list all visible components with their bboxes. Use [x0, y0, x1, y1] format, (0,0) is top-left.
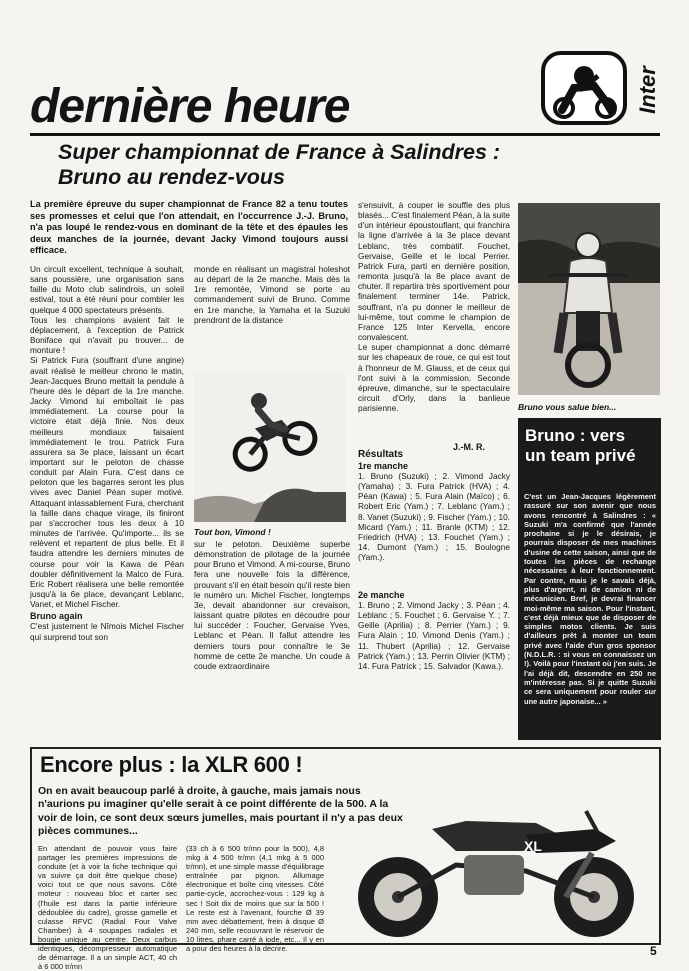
results-text: 1. Bruno (Suzuki) ; 2. Vimond Jacky (Yamaha) ; 3. Fura Patrick (HVA) ; 4. Péan (Kawa) ; 5. Fura Alain (Maïco) ; 6. Robert Eric (Yam.) ; 7. Leblanc (Yam.) ; 8. Vanet (Suzuki) ; 9. Fischer (Yam.) ; 10. Micard (Yam.) ; 11. Branle (KTM) ; 12. Friedrich (HVA) ; 13. Fouchet (Yam.) ; 14. Dumont (Yam.) ; 15. Boulogne (Yam.).	[358, 471, 513, 563]
photo-caption: Bruno vous salue bien...	[518, 402, 617, 412]
race1-results	[358, 471, 513, 563]
motocross-rider-logo-icon	[540, 50, 662, 126]
body-text: sur le peloton. Deuxième superbe démonstration de pilotage de la journée pour Bruno et Vimond. A mi-course, Bruno fera une nouvelle fois la différence, prouvant s'il en était besoin qu'il reste bien le numéro un. Michel Fischer, longtemps 3e, devait abandonner sur crevaison, laissant quatre pilotes en découdre pour lui succéder : Foucher, Gervaise Yves, Leblanc et Péan. Il fallut attendre les derniers tours pour connaître le 3e homme de cette 2e manche. Un coude à coude extraordinaire	[194, 539, 353, 671]
subhead: Bruno again	[30, 611, 83, 622]
article-column-2	[194, 264, 353, 325]
sidebar-title	[525, 426, 636, 466]
body-text: Un circuit excellent, technique à souhait, sans poussière, une organisation sans faille du Moto club salindrois, un soleil estival, tout a été réuni pour combler les quelque 4 000 spectateurs présents. Tous les champions avaient fait le déplacement, à l'exception de Patrick Boniface qui n'avait pu trouver... de monture ! Si Patrick Fura (souffrant d'une angine) avait réalisé le meilleur chrono le matin, Jean-Jacques Bruno mettait la pendule à l'heure dès le départ de la 1re manche. Jacky Vimond lui emboîtait le pas immédiatement. La course pour la victoire était déjà finie. Nos deux meilleurs mondiaux faisaient immédiatement le trou. Patrick Fura assurera sa 3e place, laissant un écart important sur le peloton de chasse conduit par Alain Fura. C'est dans ce peloton que les bagarres seront les plus vives avec Daniel Péan super motivé. Attaquant inlassablement Fura, cherchant la faille dans chaque virage, ils finiront par s'accrocher tous les deux à 10 minutes de l'arrivée. Qu'importe... ils se relèvent et repartent de plus belle. Et il faudra attendre les derniers minutes de course pour voir la Kawa de Péan doubler définitivement la Malco de Fura. Eric Robert réalisera une belle remontée jusqu'à la 6e place, devançant Leblanc, Vanet, et Michel Fischer.	[30, 264, 184, 610]
article-column-1	[30, 264, 187, 642]
photo-caption: Tout bon, Vimond !	[194, 527, 271, 537]
sidebar-text: C'est un Jean-Jacques légèrement rassuré sur son avenir que nous avons rencontré à Salindres : « Suzuki m'a confirmé que l'année prochaine si je le désirais, je pourrais disposer de mes machines d'usine de cette saison, ainsi que de toutes les pièces de rechange nécessaires à leur fonctionnement. Par contre, mais je le savais déjà, plus d'argent, ni de camion ni de mécanicien. Bref, je devrai financer moi-même ma saison. Pour l'instant, c'est déjà mieux que de disposer de simples motos clients. Je suis d'ailleurs prêt à monter un team privé avec l'aide d'un gros sponsor (N.D.L.R. : si vous en connaissez un !). Voilà pour l'instant où j'en suis. Je l'ai déjà dit, descendre en 250 ne m'intéresse pas. Si je quitte Suzuki ce sera uniquement pour rouler sur une autre japonaise... »	[524, 492, 656, 706]
article-column-2-bottom	[194, 539, 353, 671]
article-headline: Super championnat de France à Salindres :	[58, 140, 501, 164]
sidebar-title-line: Bruno : vers	[525, 426, 626, 445]
divider	[30, 133, 660, 136]
masthead-title: dernière heure	[30, 80, 350, 133]
body-text: C'est justement le Nîmois Michel Fischer qui surprend tout son	[30, 621, 187, 642]
body-text: s'ensuivit, à couper le souffle des plus blasés... C'est finalement Péan, à la suite d'un intérieur époustouflant, qui franchira la ligne d'arrivée à la 3e place devant Leblanc, très combatif. Fouchet, Gervaise, Geille et le local Perrier. Patrick Fura, parti en dernière position, remonta jusqu'à la 8e place avant de chuter. Il repartira très sportivement pour finalement terminer 14e. Patrick, souffrant, n'a pu donner le meilleur de lui-même, tout comme le champion de France 125 Inter Kervella, encore convalescent. Le super championnat a donc démarré sur les chapeaux de roue, ce qui est tout à l'honneur de M. Glauss, et de ceux qui l'ont suivi à la commission. Seconde épreuve, dimanche, sur le spectaculaire circuit d'Orly, dans la banlieue parisienne.	[358, 200, 510, 414]
sidebar-title-line: un team privé	[525, 446, 636, 465]
article-column-3	[358, 200, 510, 413]
author-signature: J.-M. R.	[453, 442, 486, 452]
page-number: 5	[650, 944, 657, 958]
body-text: (33 ch à 6 500 tr/mn pour la 500), 4,8 mkg à 4 500 tr/mn (4,1 mkg à 5 000 tr/mn), et une simple masse d'équilibrage entraînée par pignon. Allumage électronique et boîte cinq vitesses. Côté partie-cycle, accrochez-vous : 129 kg à sec ! Soit dix de moins que sur la 500 ! Le reste est à l'avenant, fourche Ø 39 mm avec débattement, frein à disque Ø 240 mm, selle recouvrant le réservoir de 10 litres, phare carré à iode, etc... Il y en a pour des heures à la décrire.	[186, 844, 327, 954]
body-text: monde en réalisant un magistral holeshot au départ de la 2e manche. Mais dès la 1re remontée, Vimond se porte au commandement suivi de Bruno. Comme en 1re manche, la Yamaha et la Suzuki prendront de la distance	[194, 264, 353, 325]
box-column-2	[186, 844, 327, 954]
bike-label: XL	[524, 838, 542, 854]
article-subheadline: Bruno au rendez-vous	[58, 165, 285, 189]
results-text: 1. Bruno ; 2. Vimond Jacky ; 3. Péan ; 4. Leblanc ; 5. Fouchet ; 6. Gervaise Y. ; 7. Geille (Aprilia) ; 8. Perrier (Yam.) ; 9. Fura Alain ; 10. Vimond Denis (Yam.) ; 11. Thubert (Aprilia) ; 12. Gervaise Patrick (Yam.) ; 13. Perrin Olivier (KTM) ; 14. Fura Patrick ; 15. Salvador (Kawa.).	[358, 600, 513, 671]
article-lead: La première épreuve du super championnat de France 82 a tenu toutes ses promesses et celui que l'on attendait, en l'occurrence J.-J. Bruno, n'a pas loupé le rendez-vous en dominant de la tête et des épaules les deux manches de la journée, devant Jacky Vimond toujours aussi efficace.	[30, 199, 348, 256]
photo-bruno-rider	[518, 203, 660, 395]
photo-vimond-jump	[194, 372, 346, 522]
inter-logo	[540, 50, 662, 126]
race1-heading: 1re manche	[358, 461, 409, 471]
race2-results	[358, 600, 513, 671]
box-title: Encore plus : la XLR 600 !	[40, 752, 303, 777]
results-heading: Résultats	[358, 449, 404, 460]
body-text: En attendant de pouvoir vous faire partager les premières impressions de conduite (et à voir la fiche technique qui va suivre ça doit être quelque chose) voici tout ce que nous savons. Côté moteur : nouveau bloc et carter sec (l'huile est dans la partie inférieure dédoublée du cadre), grosse gamelle et culasse RFVC (Radial Four Valve Chamber) à 4 soupapes radiales et bougie unique au centre. Deux carbus identiques, décompresseur automatique de démarrage. Il a un simple ACT, 40 ch à 6 000 tr/mn	[38, 844, 180, 971]
logo-text: Inter	[635, 66, 660, 114]
race2-heading: 2e manche	[358, 590, 405, 600]
box-column-1	[38, 844, 180, 971]
box-lead: On en avait beaucoup parlé à droite, à gauche, mais jamais nous n'aurions pu imaginer qu'elle serait à ce point différente de la 500. A la voir de loin, ce sont deux sœurs jumelles, mais pourtant il n'y a pas deux pièces communes...	[38, 785, 403, 837]
sidebar-box	[518, 418, 661, 740]
photo-xlr600-motorcycle	[336, 793, 656, 941]
